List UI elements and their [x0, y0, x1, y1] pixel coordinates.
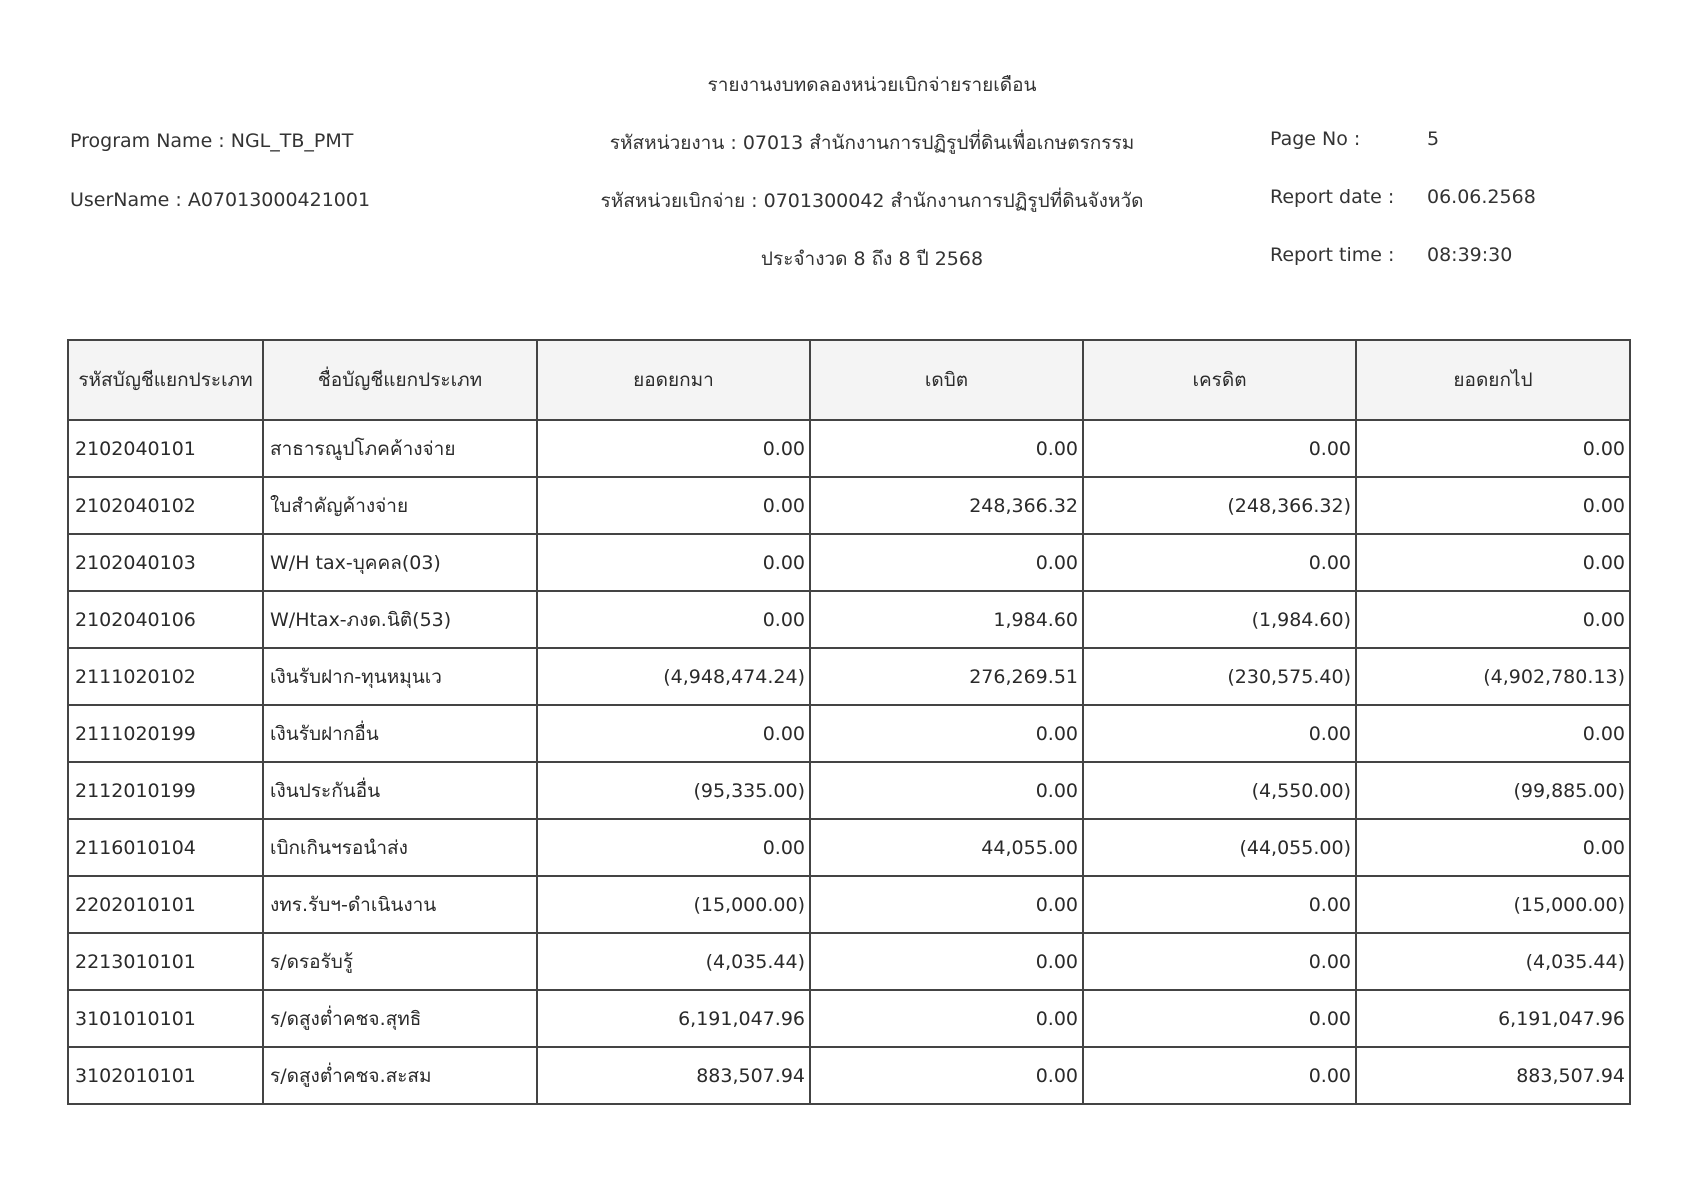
report-date-label: Report date :: [1270, 186, 1395, 208]
cell-account-code: 3101010101: [68, 990, 263, 1047]
cell-debit: 0.00: [810, 534, 1083, 591]
table-row: [68, 762, 1630, 819]
cell-brought-forward: 0.00: [537, 705, 810, 762]
table-row: [68, 534, 1630, 591]
table-row: [68, 420, 1630, 477]
table-row: [68, 705, 1630, 762]
cell-brought-forward: 0.00: [537, 591, 810, 648]
cell-credit: (44,055.00): [1083, 819, 1356, 876]
cell-carried-forward: (4,035.44): [1356, 933, 1630, 990]
cell-account-name: งทร.รับฯ-ดำเนินงาน: [263, 876, 537, 933]
col-header-account-code: รหัสบัญชีแยกประเภท: [68, 340, 263, 420]
cell-brought-forward: 0.00: [537, 420, 810, 477]
disbursing-unit-line: รหัสหน่วยเบิกจ่าย : 0701300042 สำนักงานการปฏิรูปที่ดินจังหวัด: [600, 190, 1144, 212]
cell-brought-forward: 0.00: [537, 819, 810, 876]
cell-account-code: 2111020102: [68, 648, 263, 705]
table-row: [68, 933, 1630, 990]
report-time-value: 08:39:30: [1427, 244, 1513, 266]
cell-debit: 248,366.32: [810, 477, 1083, 534]
table-header-row: [68, 340, 1630, 420]
cell-carried-forward: 0.00: [1356, 705, 1630, 762]
report-title: รายงานงบทดลองหน่วยเบิกจ่ายรายเดือน: [707, 74, 1037, 96]
table-row: [68, 819, 1630, 876]
cell-account-code: 2116010104: [68, 819, 263, 876]
table-row: [68, 648, 1630, 705]
cell-account-name: ใบสำคัญค้างจ่าย: [263, 477, 537, 534]
cell-brought-forward: 0.00: [537, 534, 810, 591]
cell-debit: 0.00: [810, 420, 1083, 477]
cell-credit: 0.00: [1083, 534, 1356, 591]
col-header-carried-forward: ยอดยกไป: [1356, 340, 1630, 420]
col-header-credit: เครดิต: [1083, 340, 1356, 420]
cell-brought-forward: 0.00: [537, 477, 810, 534]
cell-account-name: เบิกเกินฯรอนำส่ง: [263, 819, 537, 876]
cell-credit: (4,550.00): [1083, 762, 1356, 819]
cell-brought-forward: (4,948,474.24): [537, 648, 810, 705]
cell-credit: 0.00: [1083, 933, 1356, 990]
cell-carried-forward: (15,000.00): [1356, 876, 1630, 933]
cell-account-name: W/Htax-ภงด.นิติ(53): [263, 591, 537, 648]
trial-balance-table: [67, 339, 1631, 1105]
cell-account-code: 3102010101: [68, 1047, 263, 1104]
cell-carried-forward: 0.00: [1356, 420, 1630, 477]
cell-carried-forward: 0.00: [1356, 591, 1630, 648]
cell-debit: 1,984.60: [810, 591, 1083, 648]
table-row: [68, 477, 1630, 534]
period-line: ประจำงวด 8 ถึง 8 ปี 2568: [760, 248, 984, 270]
cell-account-code: 2102040103: [68, 534, 263, 591]
cell-brought-forward: 883,507.94: [537, 1047, 810, 1104]
table-row: [68, 1047, 1630, 1104]
cell-account-name: ร/ดสูงต่ำคชจ.สะสม: [263, 1047, 537, 1104]
cell-credit: 0.00: [1083, 876, 1356, 933]
cell-account-code: 2111020199: [68, 705, 263, 762]
cell-account-code: 2102040106: [68, 591, 263, 648]
cell-brought-forward: (4,035.44): [537, 933, 810, 990]
cell-account-code: 2202010101: [68, 876, 263, 933]
col-header-account-name: ชื่อบัญชีแยกประเภท: [263, 340, 537, 420]
table-row: [68, 990, 1630, 1047]
agency-line: รหัสหน่วยงาน : 07013 สำนักงานการปฏิรูปที่ดินเพื่อเกษตรกรรม: [609, 132, 1135, 154]
cell-carried-forward: (99,885.00): [1356, 762, 1630, 819]
cell-carried-forward: 0.00: [1356, 477, 1630, 534]
cell-credit: (248,366.32): [1083, 477, 1356, 534]
cell-carried-forward: 883,507.94: [1356, 1047, 1630, 1104]
trial-balance-table-wrap: [67, 339, 1631, 1105]
cell-carried-forward: 0.00: [1356, 819, 1630, 876]
cell-credit: 0.00: [1083, 705, 1356, 762]
cell-credit: 0.00: [1083, 990, 1356, 1047]
cell-account-code: 2112010199: [68, 762, 263, 819]
cell-carried-forward: 0.00: [1356, 534, 1630, 591]
cell-account-name: เงินรับฝาก-ทุนหมุนเว: [263, 648, 537, 705]
cell-credit: (230,575.40): [1083, 648, 1356, 705]
report-date-value: 06.06.2568: [1427, 186, 1536, 208]
cell-credit: 0.00: [1083, 420, 1356, 477]
cell-debit: 0.00: [810, 990, 1083, 1047]
cell-credit: 0.00: [1083, 1047, 1356, 1104]
cell-debit: 0.00: [810, 705, 1083, 762]
cell-carried-forward: (4,902,780.13): [1356, 648, 1630, 705]
cell-brought-forward: 6,191,047.96: [537, 990, 810, 1047]
cell-account-code: 2102040101: [68, 420, 263, 477]
cell-account-name: W/H tax-บุคคล(03): [263, 534, 537, 591]
cell-account-code: 2213010101: [68, 933, 263, 990]
cell-debit: 0.00: [810, 876, 1083, 933]
cell-account-name: ร/ดสูงต่ำคชจ.สุทธิ: [263, 990, 537, 1047]
page-no-label: Page No :: [1270, 128, 1361, 150]
cell-brought-forward: (95,335.00): [537, 762, 810, 819]
table-row: [68, 876, 1630, 933]
program-name: Program Name : NGL_TB_PMT: [70, 130, 354, 152]
col-header-brought-forward: ยอดยกมา: [537, 340, 810, 420]
cell-account-code: 2102040102: [68, 477, 263, 534]
user-name: UserName : A07013000421001: [70, 189, 371, 211]
cell-account-name: เงินประกันอื่น: [263, 762, 537, 819]
col-header-debit: เดบิต: [810, 340, 1083, 420]
cell-debit: 0.00: [810, 1047, 1083, 1104]
cell-credit: (1,984.60): [1083, 591, 1356, 648]
report-time-label: Report time :: [1270, 244, 1395, 266]
page-no-value: 5: [1427, 128, 1440, 150]
cell-debit: 0.00: [810, 933, 1083, 990]
table-row: [68, 591, 1630, 648]
cell-debit: 44,055.00: [810, 819, 1083, 876]
cell-debit: 0.00: [810, 762, 1083, 819]
cell-account-name: สาธารณูปโภคค้างจ่าย: [263, 420, 537, 477]
cell-debit: 276,269.51: [810, 648, 1083, 705]
cell-account-name: ร/ดรอรับรู้: [263, 933, 537, 990]
cell-carried-forward: 6,191,047.96: [1356, 990, 1630, 1047]
cell-brought-forward: (15,000.00): [537, 876, 810, 933]
cell-account-name: เงินรับฝากอื่น: [263, 705, 537, 762]
